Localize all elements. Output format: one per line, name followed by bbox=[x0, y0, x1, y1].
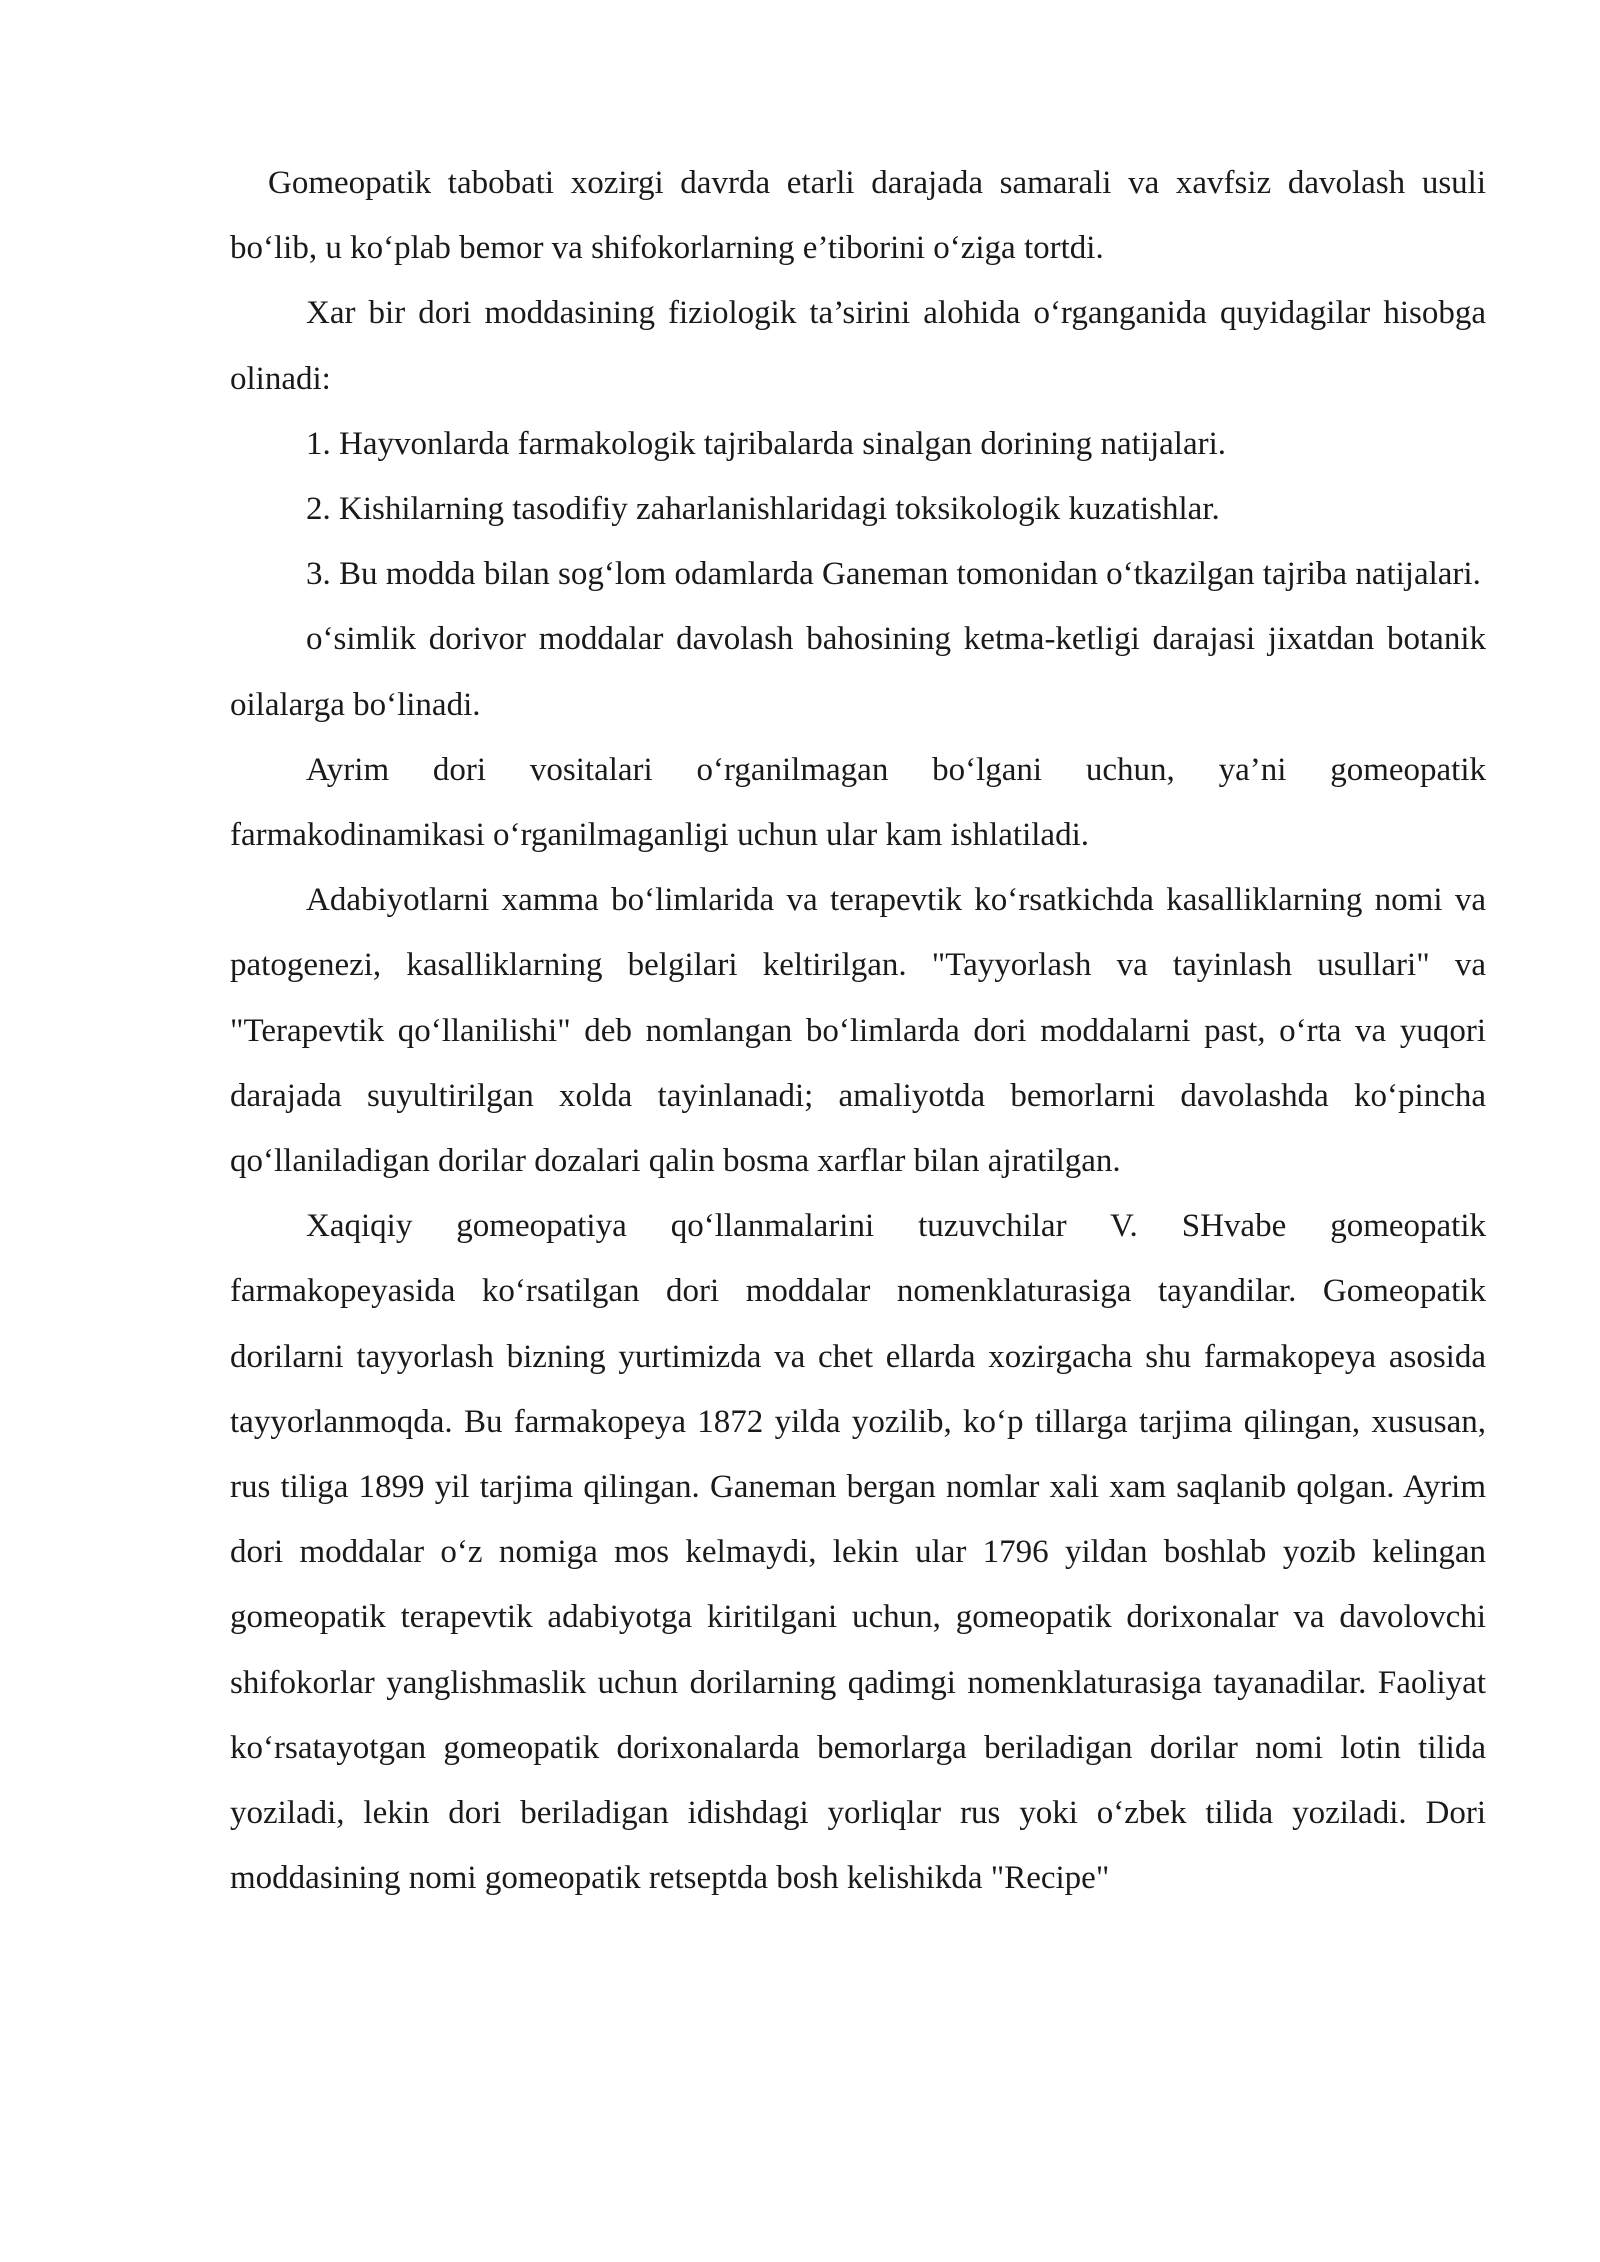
paragraph-rarely-used: Ayrim dori vositalari o‘rganilmagan bo‘lgani uchun, ya’ni gomeopatik farmakodinamikasi o‘rganilmaganligi uchun ular kam ishlatiladi. bbox=[230, 751, 1486, 854]
paragraph-plant-substances: o‘simlik dorivor moddalar davolash bahosining ketma-ketligi darajasi jixatdan botanik oilalarga bo‘linadi. bbox=[230, 621, 1486, 723]
paragraph-considerations: Xar bir dori moddasining fiziologik ta’sirini alohida o‘rganganida quyidagilar hisobga olinadi: bbox=[230, 295, 1486, 397]
list-item-2: 2. Kishilarning tasodifiy zaharlanishlaridagi toksikologik kuzatishlar. bbox=[306, 491, 1220, 528]
paragraph-intro: Gomeopatik tabobati xozirgi davrda etarli darajada samarali va xavfsiz davolash usuli bo‘lib, u ko‘plab bemor va shifokorlarning e’tiborini o‘ziga tortdi. bbox=[230, 165, 1486, 267]
list-item-1: 1. Hayvonlarda farmakologik tajribalarda sinalgan dorining natijalari. bbox=[306, 425, 1227, 462]
paragraph-literature-sections: Adabiyotlarni xamma bo‘limlarida va terapevtik ko‘rsatkichda kasalliklarning nomi va patogenezi, kasalliklarning belgilari keltirilgan. "Tayyorlash va tayinlash usullari" va "Terapevtik qo‘llanilishi" deb nomlangan bo‘limlarda dori moddalarni past, o‘rta va yuqori darajada suyultirilgan xolda tayinlanadi; amaliyotda bemorlarni davolashda ko‘pincha qo‘llaniladigan dorilar dozalari qalin bosma xarflar bilan ajratilgan. bbox=[230, 882, 1486, 1180]
document-body bbox=[230, 151, 1486, 1911]
paragraph-pharmacopoeia: Xaqiqiy gomeopatiya qo‘llanmalarini tuzuvchilar V. SHvabe gomeopatik farmakopeyasida ko‘rsatilgan dori moddalar nomenklaturasiga tayandilar. Gomeopatik dorilarni tayyorlash bizning yurtimizda va chet ellarda xozirgacha shu farmakopeya asosida tayyorlanmoqda. Bu farmakopeya 1872 yilda yozilib, ko‘p tillarga tarjima qilingan, xususan, rus tiliga 1899 yil tarjima qilingan. Ganeman bergan nomlar xali xam saqlanib qolgan. Ayrim dori moddalar o‘z nomiga mos kelmaydi, lekin ular 1796 yildan boshlab yozib kelingan gomeopatik terapevtik adabiyotga kiritilgani uchun, gomeopatik dorixonalar va davolovchi shifokorlar yanglishmaslik uchun dorilarning qadimgi nomenklaturasiga tayanadilar. Faoliyat ko‘rsatayotgan gomeopatik dorixonalarda bemorlarga beriladigan dorilar nomi lotin tilida yoziladi, lekin dori beriladigan idishdagi yorliqlar rus yoki o‘zbek tilida yoziladi. Dori moddasining nomi gomeopatik retseptda bosh kelishikda "Recipe" bbox=[230, 1208, 1486, 1897]
list-item-3: 3. Bu modda bilan sog‘lom odamlarda Ganeman tomonidan o‘tkazilgan tajriba natijalari. bbox=[306, 556, 1481, 593]
